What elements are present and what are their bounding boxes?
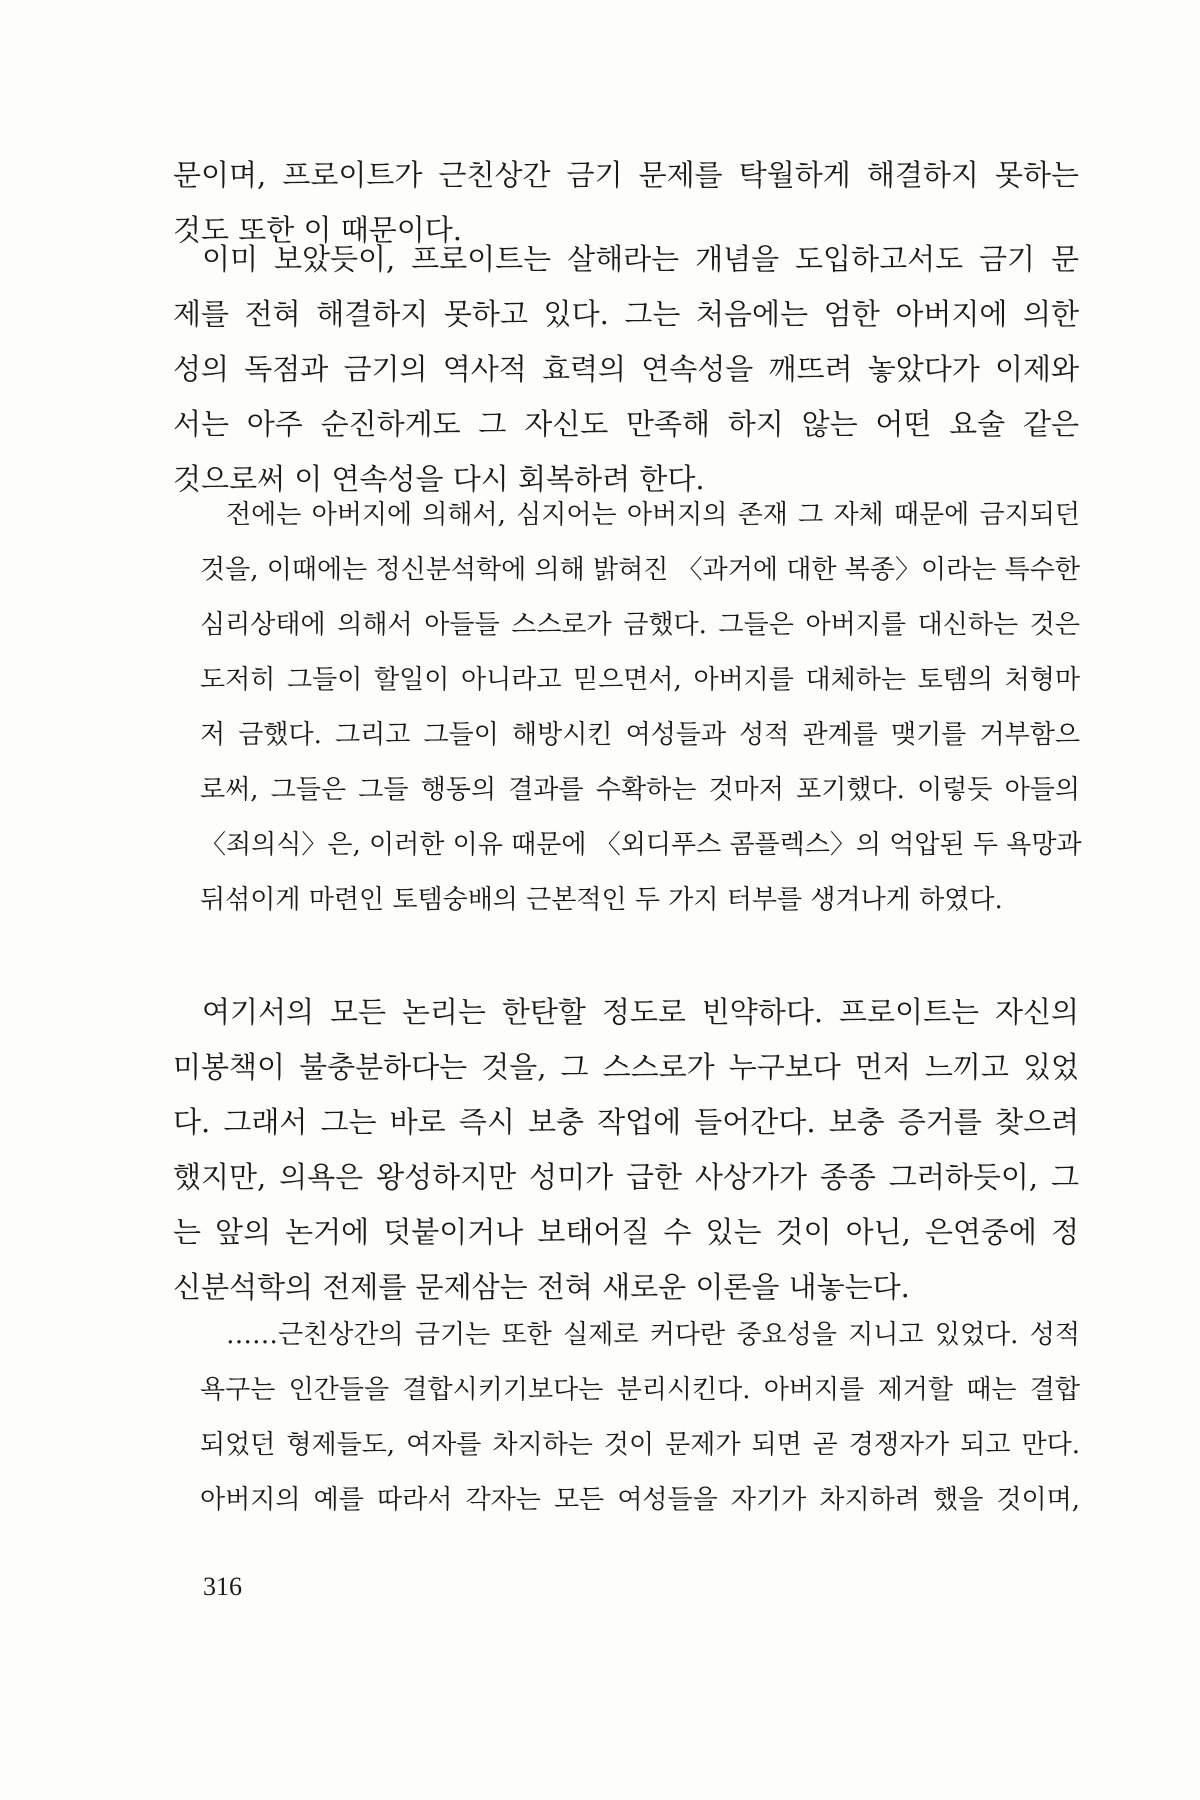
- text-line: 여기서의 모든 논리는 한탄할 정도로 빈약하다. 프로이트는 자신의: [202, 995, 1079, 1029]
- body-paragraph: [173, 232, 1079, 507]
- text-line: 전에는 아버지에 의해서, 심지어는 아버지의 존재 그 자체 때문에 금지되던: [226, 500, 1080, 530]
- text-line: 심리상태에 의해서 아들들 스스로가 금했다. 그들은 아버지를 대신하는 것은: [200, 610, 1080, 640]
- text-line: 것으로써 이 연속성을 다시 회복하려 한다.: [173, 462, 705, 496]
- text-line: 다. 그래서 그는 바로 즉시 보충 작업에 들어간다. 보충 증거를 찾으려: [173, 1105, 1079, 1139]
- text-line: 이미 보았듯이, 프로이트는 살해라는 개념을 도입하고서도 금기 문: [202, 242, 1079, 276]
- text-line: 는 앞의 논거에 덧붙이거나 보태어질 수 있는 것이 아닌, 은연중에 정: [173, 1215, 1079, 1249]
- text-line: 로써, 그들은 그들 행동의 결과를 수확하는 것마저 포기했다. 이렇듯 아들의: [200, 775, 1080, 805]
- text-line: 것을, 이때에는 정신분석학에 의해 밝혀진 〈과거에 대한 복종〉이라는 특수한: [200, 555, 1080, 585]
- text-line: 제를 전혀 해결하지 못하고 있다. 그는 처음에는 엄한 아버지에 의한: [173, 297, 1079, 331]
- page-number: 316: [203, 1572, 242, 1601]
- text-line: 신분석학의 전제를 문제삼는 전혀 새로운 이론을 내놓는다.: [173, 1270, 910, 1304]
- text-line: 성의 독점과 금기의 역사적 효력의 연속성을 깨뜨려 놓았다가 이제와: [173, 352, 1079, 386]
- text-line: 아버지의 예를 따라서 각자는 모든 여성들을 자기가 차지하려 했을 것이며,: [200, 1485, 1080, 1515]
- body-paragraph: [173, 985, 1079, 1315]
- text-line: 했지만, 의욕은 왕성하지만 성미가 급한 사상가가 종종 그러하듯이, 그: [173, 1160, 1079, 1194]
- text-line: 것도 또한 이 때문이다.: [173, 213, 462, 247]
- block-quote: [200, 1308, 1080, 1528]
- text-line: 욕구는 인간들을 결합시키기보다는 분리시킨다. 아버지를 제거할 때는 결합: [200, 1375, 1080, 1405]
- text-line: ……근친상간의 금기는 또한 실제로 커다란 중요성을 지니고 있었다. 성적: [226, 1320, 1080, 1350]
- text-line: 문이며, 프로이트가 근친상간 금기 문제를 탁월하게 해결하지 못하는: [173, 158, 1079, 192]
- text-line: 뒤섞이게 마련인 토템숭배의 근본적인 두 가지 터부를 생겨나게 하였다.: [200, 885, 1003, 915]
- text-line: 미봉책이 불충분하다는 것을, 그 스스로가 누구보다 먼저 느끼고 있었: [173, 1050, 1079, 1084]
- text-line: 저 금했다. 그리고 그들이 해방시킨 여성들과 성적 관계를 맺기를 거부함으: [200, 720, 1080, 750]
- text-line: 서는 아주 순진하게도 그 자신도 만족해 하지 않는 어떤 요술 같은: [173, 407, 1079, 441]
- text-line: 되었던 형제들도, 여자를 차지하는 것이 문제가 되면 곧 경쟁자가 되고 만다.: [200, 1430, 1080, 1460]
- text-line: 〈죄의식〉은, 이러한 이유 때문에 〈외디푸스 콤플렉스〉의 억압된 두 욕망과: [200, 830, 1082, 860]
- block-quote: [200, 488, 1080, 928]
- text-line: 도저히 그들이 할일이 아니라고 믿으면서, 아버지를 대체하는 토템의 처형마: [200, 665, 1080, 695]
